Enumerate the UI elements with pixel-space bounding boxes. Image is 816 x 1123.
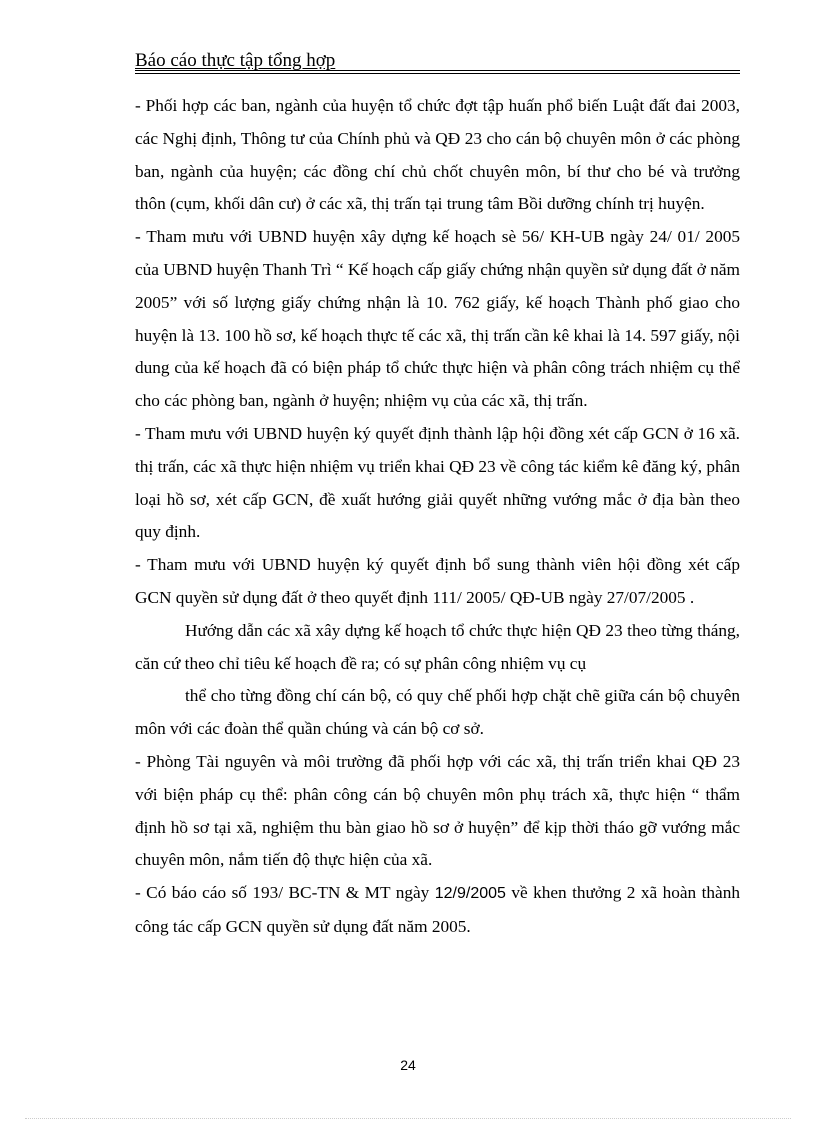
paragraph-report-193: [135, 877, 740, 944]
report-text-start: - Có báo cáo số 193/ BC-TN & MT ngày: [135, 883, 435, 903]
document-body: [135, 90, 740, 944]
page-bottom-border: [25, 1118, 791, 1119]
header-title: Báo cáo thực tập tổng hợp: [135, 50, 336, 71]
paragraph-supplementary-decision: - Tham mưu với UBND huyện ký quyết định bổ sung thành viên hội đồng xét cấp GCN quyền sử dụng đất ở theo quyết định 111/ 2005/ QĐ-UB ngày 27/07/2005 .: [135, 555, 740, 607]
paragraph-coordination: - Phối hợp các ban, ngành của huyện tổ chức đợt tập huấn phổ biến Luật đất đai 2003, các Nghị định, Thông tư của Chính phủ và QĐ 23 cho cán bộ chuyên môn ở các phòng ban, ngành của huyện; các đồng chí chủ chốt chuyên môn, bí thư cho bé và trưởng thôn (cụm, khối dân cư) ở các xã, thị trấn tại trung tâm Bồi dưỡng chính trị huyện.: [135, 96, 740, 214]
report-date: 12/9/2005: [434, 885, 506, 903]
report-text-end: về khen thưởng 2 xã hoàn thành công tác cấp GCN quyền sử dụng đất năm 2005.: [135, 883, 740, 936]
paragraph-guidance: Hướng dẫn các xã xây dựng kế hoạch tổ chức thực hiện QĐ 23 theo từng tháng, căn cứ theo chỉ tiêu kế hoạch đề ra; có sự phân công nhiệm vụ cụ: [135, 620, 740, 673]
paragraph-council-decision: - Tham mưu với UBND huyện ký quyết định thành lập hội đồng xét cấp GCN ở 16 xã. thị trấn, các xã thực hiện nhiệm vụ triển khai QĐ 23 về công tác kiểm kê đăng ký, phân loại hồ sơ, xét cấp GCN, đề xuất hướng giải quyết những vướng mắc ở địa bàn theo quy định.: [135, 423, 740, 542]
page-header: [135, 50, 740, 74]
paragraph-department-coordination: - Phòng Tài nguyên và môi trường đã phối hợp với các xã, thị trấn triển khai QĐ 23 với biện pháp cụ thể: phân công cán bộ chuyên môn phụ trách xã, thực hiện “ thẩm định hồ sơ tại xã, nghiệm thu bàn giao hồ sơ ở huyện” để kịp thời tháo gỡ vướng mắc chuyên môn, nắm tiến độ thực hiện của xã.: [135, 751, 740, 870]
paragraph-plan-56: - Tham mưu với UBND huyện xây dựng kế hoạch sè 56/ KH-UB ngày 24/ 01/ 2005 của UBND huyện Thanh Trì “ Kế hoạch cấp giấy chứng nhận quyền sử dụng đất ở năm 2005” với số lượng giấy chứng nhận là 10. 762 giấy, kế hoạch Thành phố giao cho huyện là 13. 100 hồ sơ, kế hoạch thực tế các xã, thị trấn cần kê khai là 14. 597 giấy, nội dung của kế hoạch đã có biện pháp tổ chức thực hiện và phân công trách nhiệm cụ thể cho các phòng ban, ngành ở huyện; nhiệm vụ của các xã, thị trấn.: [135, 227, 740, 411]
header-rule: [135, 70, 740, 74]
paragraph-guidance-continued: thể cho từng đồng chí cán bộ, có quy chế phối hợp chặt chẽ giữa cán bộ chuyên môn với các đoàn thể quần chúng và cán bộ cơ sở.: [135, 686, 740, 739]
page-number: 24: [400, 1057, 416, 1073]
